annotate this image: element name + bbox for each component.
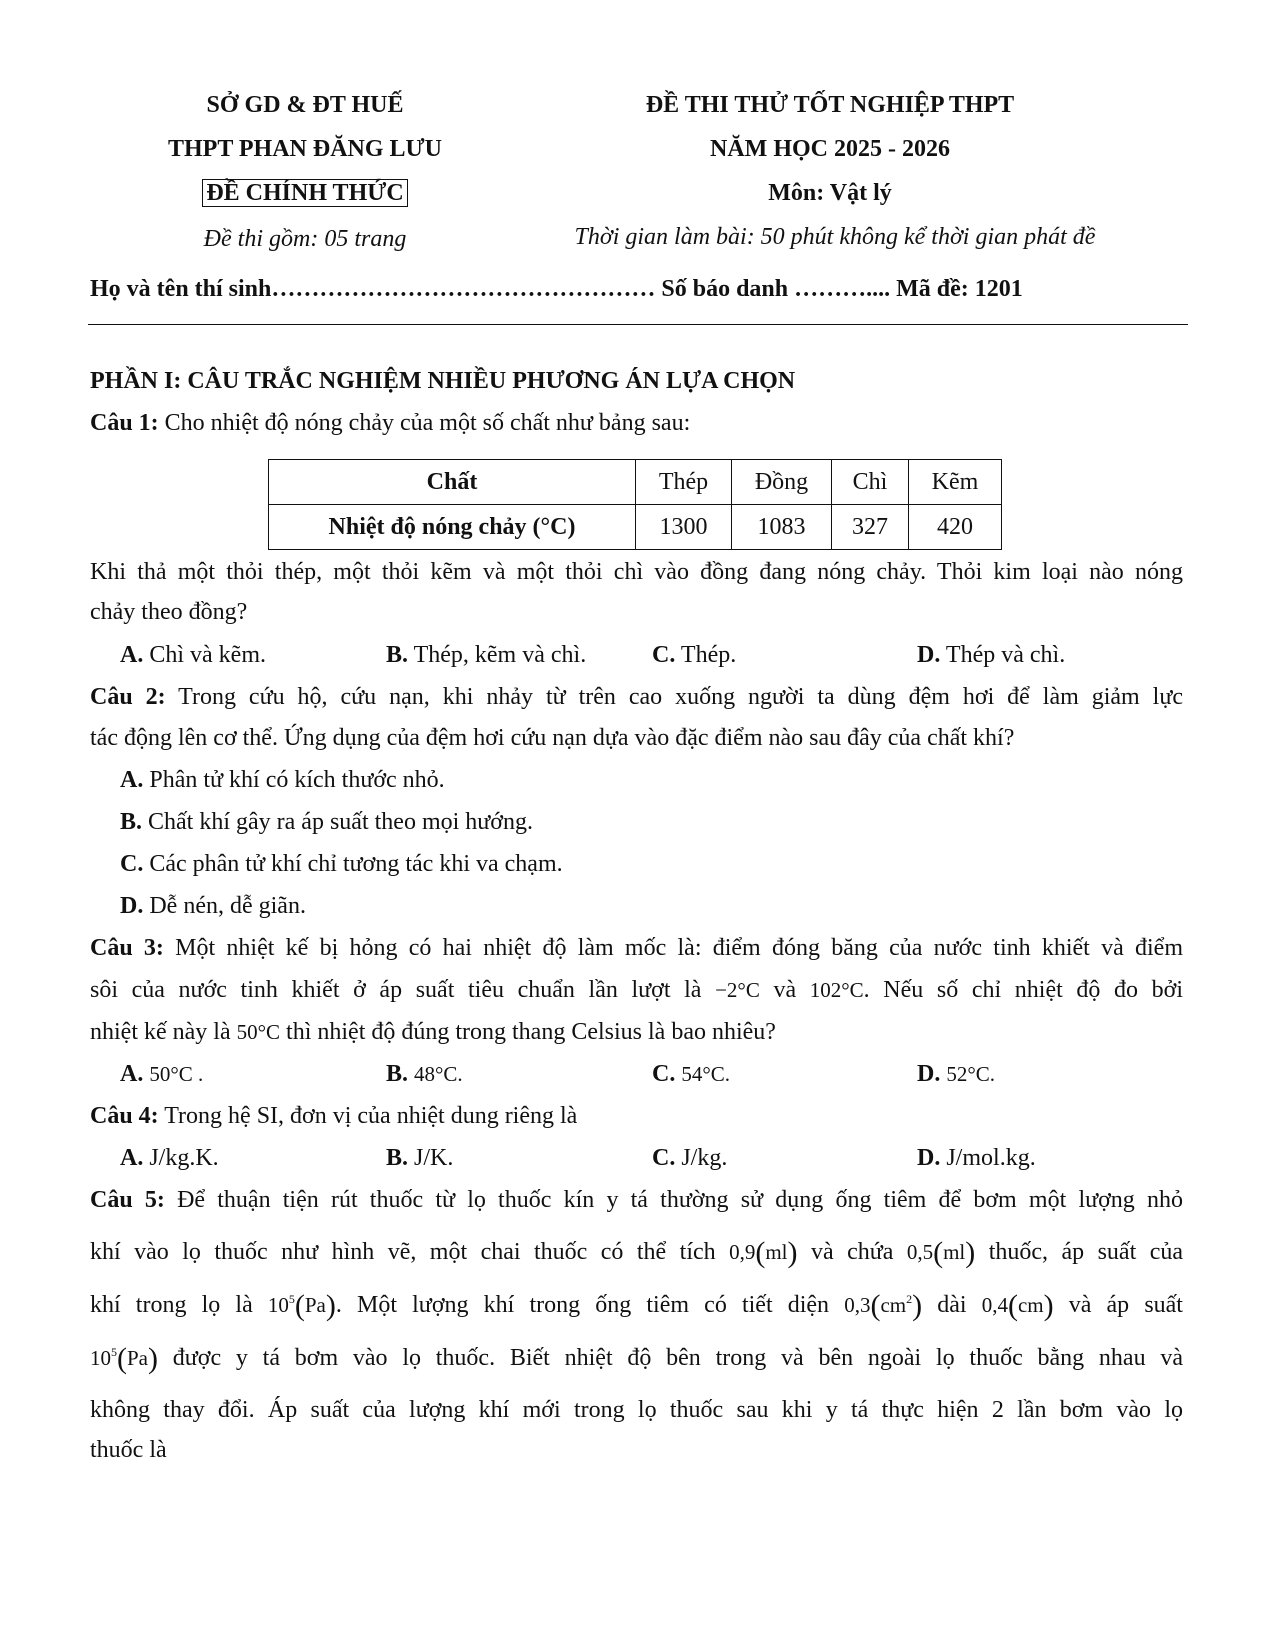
option-a[interactable] bbox=[120, 1145, 219, 1172]
option-b[interactable] bbox=[386, 642, 586, 669]
question-label: Câu 3: bbox=[90, 935, 164, 961]
option-key: C. bbox=[652, 642, 676, 668]
section-title: PHẦN I: CÂU TRẮC NGHIỆM NHIỀU PHƯƠNG ÁN LỰA CHỌN bbox=[90, 368, 796, 394]
option-text: Chì và kẽm. bbox=[143, 642, 266, 668]
math-value: 50°C bbox=[236, 1020, 281, 1044]
option-text: J/mol.kg. bbox=[940, 1145, 1036, 1171]
option-c[interactable] bbox=[120, 851, 563, 878]
option-key: B. bbox=[386, 1061, 409, 1087]
text-run: dài bbox=[922, 1292, 982, 1318]
option-key: A. bbox=[120, 767, 144, 793]
question-text: tác động lên cơ thể. Ứng dụng của đệm hơi cứu nạn dựa vào đặc điểm nào sau đây của chất khí? bbox=[90, 725, 1015, 751]
option-key: D. bbox=[917, 642, 941, 668]
option-key: D. bbox=[120, 893, 144, 919]
text-run: . Nếu số chỉ nhiệt độ đo bởi bbox=[863, 977, 1183, 1003]
question-label: Câu 4: bbox=[90, 1103, 159, 1129]
option-text: J/kg. bbox=[675, 1145, 728, 1171]
option-text: Dễ nén, dễ giãn. bbox=[143, 893, 306, 919]
option-key: C. bbox=[120, 851, 144, 877]
option-key: D. bbox=[917, 1145, 941, 1171]
option-key: D. bbox=[917, 1061, 941, 1087]
text-run: khí vào lọ thuốc như hình vẽ, một chai thuốc có thể tích bbox=[90, 1239, 730, 1265]
option-key: B. bbox=[120, 809, 143, 835]
option-d[interactable] bbox=[917, 1145, 1036, 1172]
option-text: Thép. bbox=[675, 642, 737, 668]
question-text bbox=[90, 1019, 776, 1046]
math-value: 0,9(ml) bbox=[729, 1236, 798, 1269]
text-run: sôi của nước tinh khiết ở áp suất tiêu chuẩn lần lượt là bbox=[90, 977, 716, 1003]
option-text: Thép và chì. bbox=[940, 642, 1066, 668]
option-key: A. bbox=[120, 1145, 144, 1171]
text-run: và bbox=[759, 977, 810, 1003]
question-text bbox=[90, 1236, 1184, 1269]
option-d[interactable] bbox=[917, 642, 1065, 669]
option-a[interactable] bbox=[120, 767, 445, 794]
table-cell: Chì bbox=[832, 460, 909, 505]
table-cell: 1300 bbox=[636, 505, 732, 550]
text-run: không thay đổi. Áp suất của lượng khí mới trong lọ thuốc sau khi y tá thực hiện 2 lần bơm vào lọ bbox=[90, 1397, 1183, 1423]
question-text: Cho nhiệt độ nóng chảy của một số chất như bảng sau: bbox=[158, 410, 691, 436]
text-run: khí trong lọ là bbox=[90, 1292, 268, 1318]
option-key: A. bbox=[120, 642, 144, 668]
math-value: 102°C bbox=[809, 978, 864, 1002]
text-run: được y tá bơm vào lọ thuốc. Biết nhiệt độ bên trong và bên ngoài lọ thuốc bằng nhau và bbox=[158, 1345, 1183, 1371]
header-divider bbox=[88, 324, 1188, 325]
question-1-stem bbox=[90, 559, 1183, 586]
option-text: Thép, kẽm và chì. bbox=[408, 642, 587, 668]
table-cell: 420 bbox=[909, 505, 1002, 550]
math-value: −2°C bbox=[715, 978, 760, 1002]
table-row-header: Nhiệt độ nóng chảy (°C) bbox=[269, 505, 636, 550]
text-run: . Một lượng khí trong ống tiêm có tiết diện bbox=[335, 1292, 845, 1318]
option-text: Các phân tử khí chỉ tương tác khi va chạm. bbox=[143, 851, 563, 877]
page-count: Đề thi gồm: 05 trang bbox=[203, 226, 407, 252]
table-cell: Thép bbox=[636, 460, 732, 505]
melting-point-table bbox=[268, 459, 1002, 550]
text-run: và áp suất bbox=[1053, 1292, 1183, 1318]
option-b[interactable] bbox=[120, 809, 533, 836]
option-d[interactable] bbox=[917, 1061, 995, 1088]
official-label-wrap bbox=[150, 180, 460, 207]
text-run: và chứa bbox=[797, 1239, 907, 1265]
question-text bbox=[90, 977, 1183, 1004]
math-value: 0,4(cm) bbox=[981, 1289, 1054, 1322]
question-3 bbox=[90, 935, 1183, 962]
question-1 bbox=[90, 410, 690, 437]
question-text bbox=[90, 1397, 1183, 1424]
department-name: SỞ GD & ĐT HUẾ bbox=[206, 92, 404, 118]
option-b[interactable] bbox=[386, 1145, 453, 1172]
question-label: Câu 1: bbox=[90, 410, 159, 436]
question-text: Để thuận tiện rút thuốc từ lọ thuốc kín y tá thường sử dụng ống tiêm để bơm một lượng nhỏ bbox=[164, 1187, 1184, 1213]
question-text: Một nhiệt kế bị hỏng có hai nhiệt độ làm mốc là: điểm đóng băng của nước tinh khiết và điểm bbox=[163, 935, 1183, 961]
stem-line: chảy theo đồng? bbox=[90, 599, 248, 625]
table-row bbox=[269, 460, 1002, 505]
option-key: B. bbox=[386, 1145, 409, 1171]
question-label: Câu 2: bbox=[90, 684, 166, 710]
math-value: 54°C. bbox=[681, 1062, 730, 1086]
option-d[interactable] bbox=[120, 893, 306, 920]
math-value: $0,3(cm^2)$ bbox=[844, 1289, 923, 1322]
table-cell: 1083 bbox=[732, 505, 832, 550]
question-text bbox=[90, 1289, 1183, 1322]
table-cell: Kẽm bbox=[909, 460, 1002, 505]
school-year: NĂM HỌC 2025 - 2026 bbox=[710, 136, 950, 162]
option-a[interactable] bbox=[120, 1061, 203, 1088]
math-value: 50°C . bbox=[149, 1062, 204, 1086]
option-c[interactable] bbox=[652, 642, 736, 669]
math-value: 48°C. bbox=[414, 1062, 463, 1086]
school-name: THPT PHAN ĐĂNG LƯU bbox=[167, 136, 442, 162]
subject: Môn: Vật lý bbox=[768, 180, 892, 206]
official-exam-label: ĐỀ CHÍNH THỨC bbox=[202, 179, 407, 207]
option-text: Phân tử khí có kích thước nhỏ. bbox=[143, 767, 445, 793]
option-b[interactable] bbox=[386, 1061, 463, 1088]
text-run: thuốc, áp suất của bbox=[975, 1239, 1184, 1265]
table-row-header: Chất bbox=[269, 460, 636, 505]
option-text: Chất khí gây ra áp suất theo mọi hướng. bbox=[142, 809, 533, 835]
exam-duration: Thời gian làm bài: 50 phút không kể thời gian phát đề bbox=[574, 224, 1096, 250]
student-info-line: Họ và tên thí sinh………………………………………… Số báo danh ……….... Mã đề: 1201 bbox=[90, 276, 1023, 302]
question-text: Trong hệ SI, đơn vị của nhiệt dung riêng là bbox=[158, 1103, 578, 1129]
question-label: Câu 5: bbox=[90, 1187, 165, 1213]
question-5 bbox=[90, 1187, 1183, 1214]
math-value: $10^5(Pa)$ bbox=[90, 1342, 158, 1375]
question-text: thuốc là bbox=[90, 1437, 167, 1463]
option-c[interactable] bbox=[652, 1061, 730, 1088]
option-key: B. bbox=[386, 642, 409, 668]
table-cell: Đồng bbox=[732, 460, 832, 505]
question-text bbox=[90, 1342, 1183, 1375]
option-key: C. bbox=[652, 1061, 676, 1087]
option-c[interactable] bbox=[652, 1145, 727, 1172]
question-4 bbox=[90, 1103, 577, 1130]
text-run: thì nhiệt độ đúng trong thang Celsius là bao nhiêu? bbox=[280, 1019, 776, 1045]
option-a[interactable] bbox=[120, 642, 266, 669]
table-row bbox=[269, 505, 1002, 550]
math-value: 52°C. bbox=[946, 1062, 995, 1086]
exam-title: ĐỀ THI THỬ TỐT NGHIỆP THPT bbox=[645, 92, 1015, 118]
option-text: J/K. bbox=[408, 1145, 454, 1171]
math-value: 0,5(ml) bbox=[906, 1236, 976, 1269]
option-key: C. bbox=[652, 1145, 676, 1171]
question-text: Trong cứu hộ, cứu nạn, khi nhảy từ trên cao xuống người ta dùng đệm hơi để làm giảm lực bbox=[165, 684, 1184, 710]
question-2 bbox=[90, 684, 1183, 711]
stem-line: Khi thả một thỏi thép, một thỏi kẽm và một thỏi chì vào đồng đang nóng chảy. Thỏi kim loại nào nóng bbox=[90, 559, 1183, 585]
math-value: $10^5(Pa)$ bbox=[267, 1289, 336, 1322]
text-run: nhiệt kế này là bbox=[90, 1019, 237, 1045]
option-text: J/kg.K. bbox=[143, 1145, 219, 1171]
table-cell: 327 bbox=[832, 505, 909, 550]
option-key: A. bbox=[120, 1061, 144, 1087]
